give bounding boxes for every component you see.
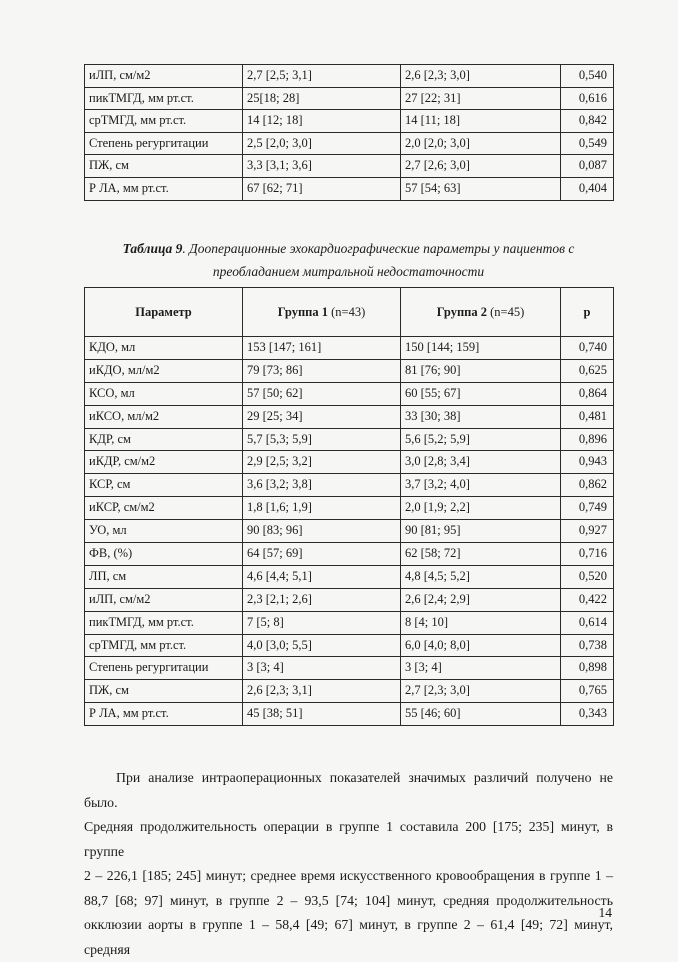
table-header-row: [85, 288, 614, 337]
header-parameter: Параметр: [85, 288, 243, 337]
table-row: [85, 337, 614, 360]
cell-parameter: иКСО, мл/м2: [85, 405, 243, 428]
cell-p-value: 0,520: [561, 565, 614, 588]
cell-parameter: иКДО, мл/м2: [85, 359, 243, 382]
cell-parameter: Степень регургитации: [85, 132, 243, 155]
cell-group-1: 1,8 [1,6; 1,9]: [243, 497, 401, 520]
cell-p-value: 0,343: [561, 703, 614, 726]
cell-group-2: 33 [30; 38]: [401, 405, 561, 428]
cell-parameter: ЛП, см: [85, 565, 243, 588]
cell-group-1: 14 [12; 18]: [243, 110, 401, 133]
table-caption-line-2: преобладанием митральной недостаточности: [212, 264, 485, 279]
cell-group-1: 2,9 [2,5; 3,2]: [243, 451, 401, 474]
cell-p-value: 0,898: [561, 657, 614, 680]
cell-p-value: 0,540: [561, 65, 614, 88]
cell-parameter: иЛП, см/м2: [85, 588, 243, 611]
body-text-line: 88,7 [68; 97] минут, в группе 2 – 93,5 [74; 104] минут, средняя продолжительность: [84, 892, 613, 908]
cell-parameter: Степень регургитации: [85, 657, 243, 680]
cell-group-2: 90 [81; 95]: [401, 520, 561, 543]
cell-parameter: ПЖ, см: [85, 155, 243, 178]
cell-group-1: 2,3 [2,1; 2,6]: [243, 588, 401, 611]
header-group-2-label: Группа 2: [436, 304, 487, 319]
cell-p-value: 0,087: [561, 155, 614, 178]
table-row: [85, 110, 614, 133]
page-number: 14: [598, 905, 612, 920]
cell-group-1: 3,6 [3,2; 3,8]: [243, 474, 401, 497]
cell-group-2: 5,6 [5,2; 5,9]: [401, 428, 561, 451]
table-row: [85, 177, 614, 200]
cell-group-1: 29 [25; 34]: [243, 405, 401, 428]
cell-group-2: 2,0 [2,0; 3,0]: [401, 132, 561, 155]
cell-group-2: 2,6 [2,4; 2,9]: [401, 588, 561, 611]
table-row: [85, 382, 614, 405]
header-group-2: [401, 288, 561, 337]
cell-group-2: 55 [46; 60]: [401, 703, 561, 726]
table-row: [85, 565, 614, 588]
cell-group-2: 60 [55; 67]: [401, 382, 561, 405]
cell-parameter: КДО, мл: [85, 337, 243, 360]
cell-p-value: 0,404: [561, 177, 614, 200]
cell-parameter: КДР, см: [85, 428, 243, 451]
cell-group-1: 90 [83; 96]: [243, 520, 401, 543]
cell-group-1: 3 [3; 4]: [243, 657, 401, 680]
table-row: [85, 703, 614, 726]
cell-parameter: иКСР, см/м2: [85, 497, 243, 520]
cell-parameter: УО, мл: [85, 520, 243, 543]
body-paragraph: [84, 766, 613, 962]
cell-group-1: 57 [50; 62]: [243, 382, 401, 405]
table-continuation: [84, 64, 614, 201]
table-row: [85, 405, 614, 428]
cell-group-2: 2,7 [2,6; 3,0]: [401, 155, 561, 178]
cell-group-1: 3,3 [3,1; 3,6]: [243, 155, 401, 178]
cell-p-value: 0,927: [561, 520, 614, 543]
cell-parameter: пикТМГД, мм рт.ст.: [85, 611, 243, 634]
table-row: [85, 634, 614, 657]
cell-p-value: 0,765: [561, 680, 614, 703]
cell-p-value: 0,422: [561, 588, 614, 611]
cell-group-2: 3,0 [2,8; 3,4]: [401, 451, 561, 474]
table-row: [85, 497, 614, 520]
header-group-1-n: (n=43): [327, 304, 366, 319]
cell-group-2: 150 [144; 159]: [401, 337, 561, 360]
cell-parameter: срТМГД, мм рт.ст.: [85, 110, 243, 133]
cell-p-value: 0,749: [561, 497, 614, 520]
cell-p-value: 0,864: [561, 382, 614, 405]
cell-p-value: 0,862: [561, 474, 614, 497]
cell-parameter: КСО, мл: [85, 382, 243, 405]
cell-group-1: 2,7 [2,5; 3,1]: [243, 65, 401, 88]
body-text-line: При анализе интраоперационных показателей значимых различий получено не было.: [84, 770, 613, 810]
cell-group-2: 8 [4; 10]: [401, 611, 561, 634]
body-text-line: Средняя продолжительность операции в группе 1 составила 200 [175; 235] минут, в группе: [84, 819, 613, 859]
table-row: [85, 657, 614, 680]
cell-group-2: 2,0 [1,9; 2,2]: [401, 497, 561, 520]
cell-group-2: 3,7 [3,2; 4,0]: [401, 474, 561, 497]
cell-group-2: 2,6 [2,3; 3,0]: [401, 65, 561, 88]
table-row: [85, 428, 614, 451]
table-row: [85, 543, 614, 566]
table-9-body: [85, 337, 614, 726]
cell-group-1: 64 [57; 69]: [243, 543, 401, 566]
table-row: [85, 155, 614, 178]
table-row: [85, 611, 614, 634]
table-row: [85, 87, 614, 110]
cell-group-2: 57 [54; 63]: [401, 177, 561, 200]
cell-group-2: 14 [11; 18]: [401, 110, 561, 133]
table-caption-line-1: [84, 241, 613, 257]
cell-parameter: иЛП, см/м2: [85, 65, 243, 88]
cell-group-2: 6,0 [4,0; 8,0]: [401, 634, 561, 657]
table-row: [85, 451, 614, 474]
cell-p-value: 0,842: [561, 110, 614, 133]
cell-p-value: 0,740: [561, 337, 614, 360]
cell-parameter: срТМГД, мм рт.ст.: [85, 634, 243, 657]
table-row: [85, 474, 614, 497]
body-text-line: 2 – 226,1 [185; 245] минут; среднее время искусственного кровообращения в группе 1 –: [84, 868, 613, 883]
table-row: [85, 680, 614, 703]
cell-parameter: пикТМГД, мм рт.ст.: [85, 87, 243, 110]
table-row: [85, 132, 614, 155]
cell-group-1: 2,6 [2,3; 3,1]: [243, 680, 401, 703]
cell-group-1: 45 [38; 51]: [243, 703, 401, 726]
header-p-value: р: [561, 288, 614, 337]
cell-group-1: 4,6 [4,4; 5,1]: [243, 565, 401, 588]
cell-group-1: 4,0 [3,0; 5,5]: [243, 634, 401, 657]
table-row: [85, 520, 614, 543]
cell-parameter: КСР, см: [85, 474, 243, 497]
cell-p-value: 0,549: [561, 132, 614, 155]
cell-p-value: 0,625: [561, 359, 614, 382]
cell-group-2: 2,7 [2,3; 3,0]: [401, 680, 561, 703]
cell-parameter: Р ЛА, мм рт.ст.: [85, 703, 243, 726]
cell-group-2: 27 [22; 31]: [401, 87, 561, 110]
table-continuation-body: [85, 65, 614, 201]
table-9: [84, 287, 614, 726]
cell-group-2: 81 [76; 90]: [401, 359, 561, 382]
cell-group-2: 62 [58; 72]: [401, 543, 561, 566]
cell-p-value: 0,481: [561, 405, 614, 428]
table-caption-text: . Дооперационные эхокардиографические параметры у пациентов с: [182, 241, 575, 256]
cell-group-1: 5,7 [5,3; 5,9]: [243, 428, 401, 451]
cell-parameter: Р ЛА, мм рт.ст.: [85, 177, 243, 200]
cell-group-1: 153 [147; 161]: [243, 337, 401, 360]
cell-group-2: 3 [3; 4]: [401, 657, 561, 680]
cell-parameter: ПЖ, см: [85, 680, 243, 703]
cell-group-2: 4,8 [4,5; 5,2]: [401, 565, 561, 588]
cell-p-value: 0,896: [561, 428, 614, 451]
cell-group-1: 2,5 [2,0; 3,0]: [243, 132, 401, 155]
cell-parameter: иКДР, см/м2: [85, 451, 243, 474]
cell-p-value: 0,614: [561, 611, 614, 634]
table-row: [85, 588, 614, 611]
cell-p-value: 0,738: [561, 634, 614, 657]
cell-p-value: 0,943: [561, 451, 614, 474]
cell-group-1: 25[18; 28]: [243, 87, 401, 110]
cell-parameter: ФВ, (%): [85, 543, 243, 566]
table-row: [85, 65, 614, 88]
header-group-1-label: Группа 1: [277, 304, 328, 319]
cell-group-1: 67 [62; 71]: [243, 177, 401, 200]
cell-group-1: 7 [5; 8]: [243, 611, 401, 634]
cell-p-value: 0,616: [561, 87, 614, 110]
table-row: [85, 359, 614, 382]
table-caption-label: Таблица 9: [122, 241, 183, 256]
cell-group-1: 79 [73; 86]: [243, 359, 401, 382]
header-group-2-n: (n=45): [486, 304, 525, 319]
body-text-line: окклюзии аорты в группе 1 – 58,4 [49; 67] минут, в группе 2 – 61,4 [49; 72] минут, средняя: [84, 917, 613, 957]
header-group-1: [243, 288, 401, 337]
cell-p-value: 0,716: [561, 543, 614, 566]
